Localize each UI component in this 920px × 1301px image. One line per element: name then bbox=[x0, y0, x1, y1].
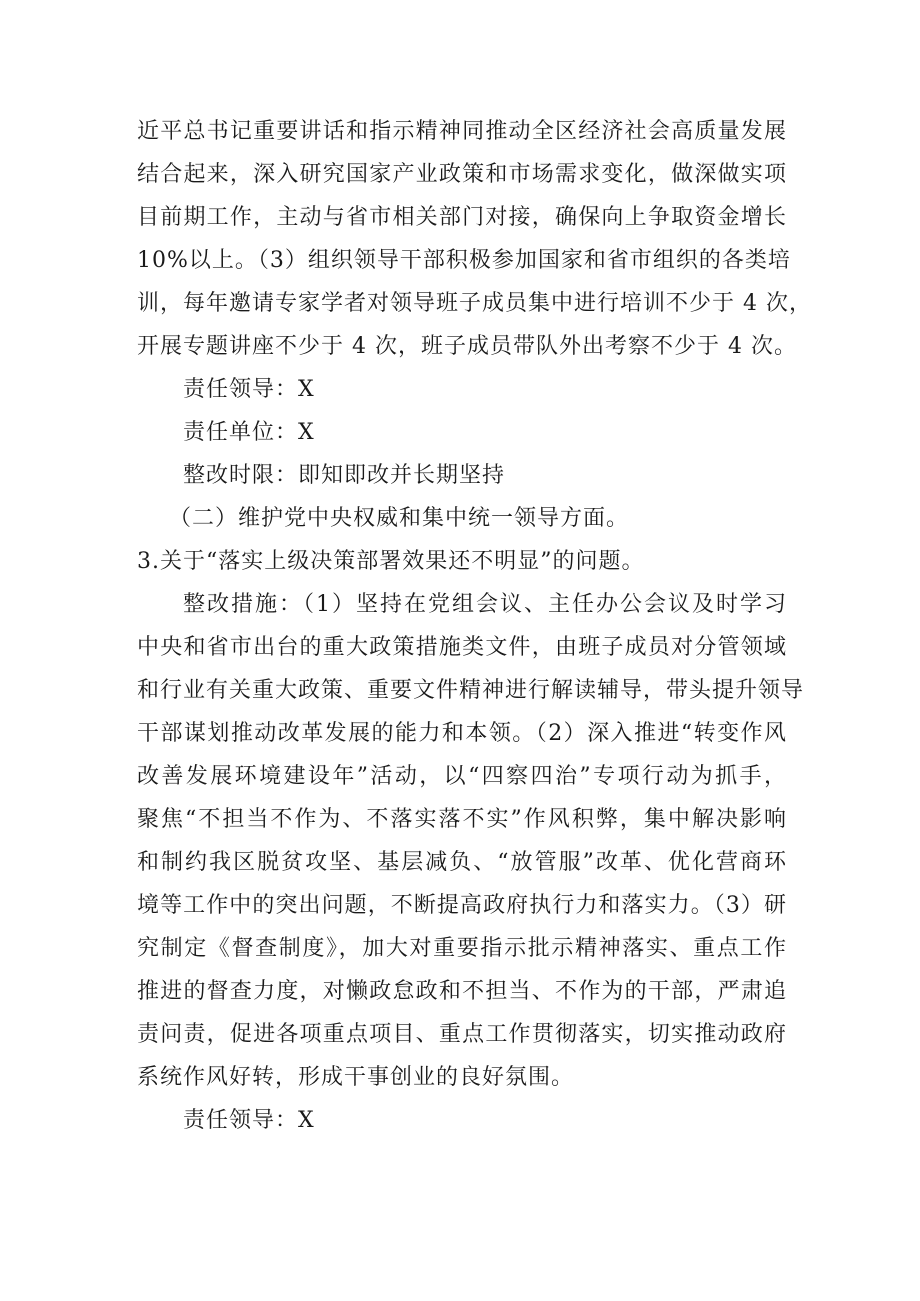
text-line: 10%以上。（3）组织领导干部积极参加国家和省市组织的各类培 bbox=[137, 248, 791, 273]
text-line: 究制定《督查制度》，加大对重要指示批示精神落实、重点工作 bbox=[137, 936, 787, 961]
text-line: 聚焦“不担当不作为、不落实落不实”作风积弊，集中解决影响 bbox=[137, 807, 787, 832]
text-line: 境等工作中的突出问题，不断提高政府执行力和落实力。（3）研 bbox=[137, 893, 787, 918]
text-line: 改善发展环境建设年”活动，以“四察四治”专项行动为抓手， bbox=[137, 764, 787, 789]
rectification-deadline: 整改时限：即知即改并长期坚持 bbox=[183, 463, 506, 488]
text-line: 干部谋划推动改革发展的能力和本领。（2）深入推进“转变作风 bbox=[137, 721, 787, 746]
section-heading: （二）维护党中央权威和集中统一领导方面。 bbox=[169, 506, 630, 531]
text-line: 系统作风好转，形成干事创业的良好氛围。 bbox=[137, 1065, 575, 1090]
text-line: 责问责，促进各项重点项目、重点工作贯彻落实，切实推动政府 bbox=[137, 1022, 787, 1047]
text-line: 近平总书记重要讲话和指示精神同推动全区经济社会高质量发展 bbox=[137, 119, 787, 144]
rectification-measures-paragraph bbox=[137, 583, 805, 1099]
text-line: 开展专题讲座不少于 4 次，班子成员带队外出考察不少于 4 次。 bbox=[137, 334, 797, 359]
text-line: 训，每年邀请专家学者对领导班子成员集中进行培训不少于 4 次， bbox=[137, 291, 812, 316]
text-line: 整改措施：（1）坚持在党组会议、主任办公会议及时学习 bbox=[183, 592, 787, 617]
document-body bbox=[137, 110, 812, 1142]
text-line: 目前期工作，主动与省市相关部门对接，确保向上争取资金增长 bbox=[137, 205, 787, 230]
responsible-unit: 责任单位：X bbox=[183, 420, 315, 445]
text-line: 推进的督查力度，对懒政怠政和不担当、不作为的干部，严肃追 bbox=[137, 979, 787, 1004]
responsible-leader: 责任领导：X bbox=[183, 1108, 315, 1133]
text-line: 结合起来，深入研究国家产业政策和市场需求变化，做深做实项 bbox=[137, 162, 787, 187]
responsible-leader: 责任领导：X bbox=[183, 377, 315, 402]
issue-heading: 3.关于“落实上级决策部署效果还不明显”的问题。 bbox=[137, 549, 645, 574]
paragraph-continued bbox=[137, 110, 812, 368]
text-line: 中央和省市出台的重大政策措施类文件，由班子成员对分管领域 bbox=[137, 635, 787, 660]
text-line: 和行业有关重大政策、重要文件精神进行解读辅导，带头提升领导 bbox=[137, 678, 805, 703]
text-line: 和制约我区脱贫攻坚、基层减负、“放管服”改革、优化营商环 bbox=[137, 850, 787, 875]
